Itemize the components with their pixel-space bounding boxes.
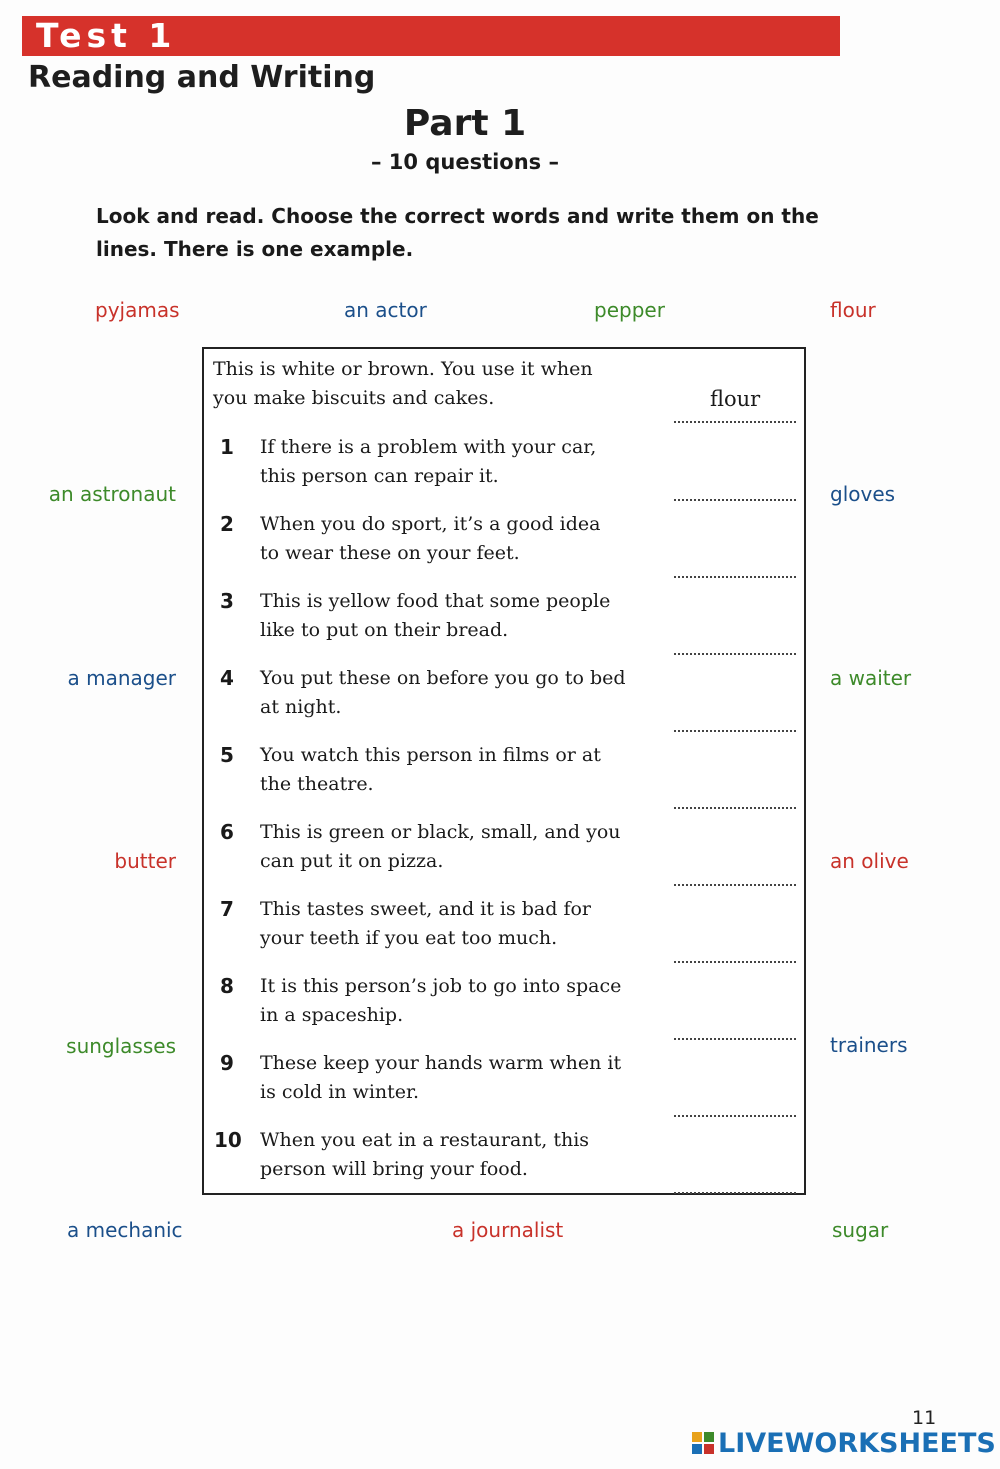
word-bank-item: sugar — [832, 1218, 889, 1242]
word-bank-item: an actor — [344, 298, 427, 322]
question-row — [204, 972, 804, 1048]
question-number: 5 — [220, 743, 234, 767]
question-text: When you do sport, it’s a good idea to wear these on your feet. — [260, 513, 601, 564]
question-row — [204, 895, 804, 971]
question-row — [204, 433, 804, 509]
example-answer: flour — [710, 387, 761, 411]
question-text: This is green or black, small, and you can put it on pizza. — [260, 821, 621, 872]
question-number: 9 — [220, 1051, 234, 1075]
word-bank-item: an astronaut — [48, 482, 176, 506]
liveworksheets-icon — [692, 1432, 714, 1454]
instructions: Look and read. Choose the correct words and write them on the lines. There is one example. — [96, 204, 819, 261]
example-row — [204, 355, 804, 431]
word-bank-item: pepper — [594, 298, 665, 322]
word-bank-item: butter — [114, 849, 176, 873]
question-text: This is yellow food that some people like to put on their bread. — [260, 590, 611, 641]
question-row — [204, 510, 804, 586]
question-number: 8 — [220, 974, 234, 998]
word-bank-item: a manager — [67, 666, 176, 690]
answer-input[interactable] — [674, 1093, 796, 1117]
question-row — [204, 818, 804, 894]
word-bank-item: sunglasses — [66, 1034, 176, 1058]
question-text: When you eat in a restaurant, this person will bring your food. — [260, 1129, 590, 1180]
question-text: You watch this person in films or at the theatre. — [260, 744, 601, 795]
word-bank-item: an olive — [830, 849, 909, 873]
word-bank-item: a journalist — [452, 1218, 564, 1242]
question-number: 10 — [214, 1128, 242, 1152]
question-number: 6 — [220, 820, 234, 844]
question-number: 3 — [220, 589, 234, 613]
question-text: It is this person’s job to go into space in a spaceship. — [260, 975, 622, 1026]
answer-input[interactable] — [674, 1016, 796, 1040]
question-row — [204, 741, 804, 817]
question-row — [204, 664, 804, 740]
example-text: This is white or brown. You use it when you make biscuits and cakes. — [213, 358, 593, 409]
question-count: – 10 questions – — [371, 150, 559, 174]
word-bank-item: a waiter — [830, 666, 912, 690]
word-bank-item: a mechanic — [67, 1218, 183, 1242]
question-number: 7 — [220, 897, 234, 921]
word-bank-item: pyjamas — [95, 298, 180, 322]
question-text: These keep your hands warm when it is cold in winter. — [260, 1052, 622, 1103]
question-text: You put these on before you go to bed at night. — [260, 667, 626, 718]
question-text: This tastes sweet, and it is bad for your teeth if you eat too much. — [260, 898, 592, 949]
test-banner — [22, 16, 840, 56]
answer-input[interactable] — [674, 477, 796, 501]
answer-input[interactable] — [674, 862, 796, 886]
word-bank-item: gloves — [830, 482, 896, 506]
answer-input[interactable] — [674, 939, 796, 963]
word-bank-item: trainers — [830, 1033, 908, 1057]
answer-input[interactable] — [674, 554, 796, 578]
questions-box — [202, 347, 806, 1195]
answer-input[interactable] — [674, 785, 796, 809]
question-row — [204, 587, 804, 663]
answer-input[interactable] — [674, 631, 796, 655]
answer-input[interactable] — [674, 708, 796, 732]
question-row — [204, 1049, 804, 1125]
word-bank-item: flour — [830, 298, 876, 322]
question-number: 2 — [220, 512, 234, 536]
brand-name: LIVEWORKSHEETS — [718, 1428, 996, 1459]
page-number: 11 — [912, 1407, 937, 1429]
question-text: If there is a problem with your car, this person can repair it. — [260, 436, 597, 487]
answer-input[interactable] — [674, 1170, 796, 1194]
section-title: Reading and Writing — [28, 60, 376, 95]
question-number: 4 — [220, 666, 234, 690]
test-label: Test 1 — [36, 16, 177, 55]
question-number: 1 — [220, 435, 234, 459]
question-row — [204, 1126, 804, 1202]
part-title: Part 1 — [403, 103, 527, 144]
